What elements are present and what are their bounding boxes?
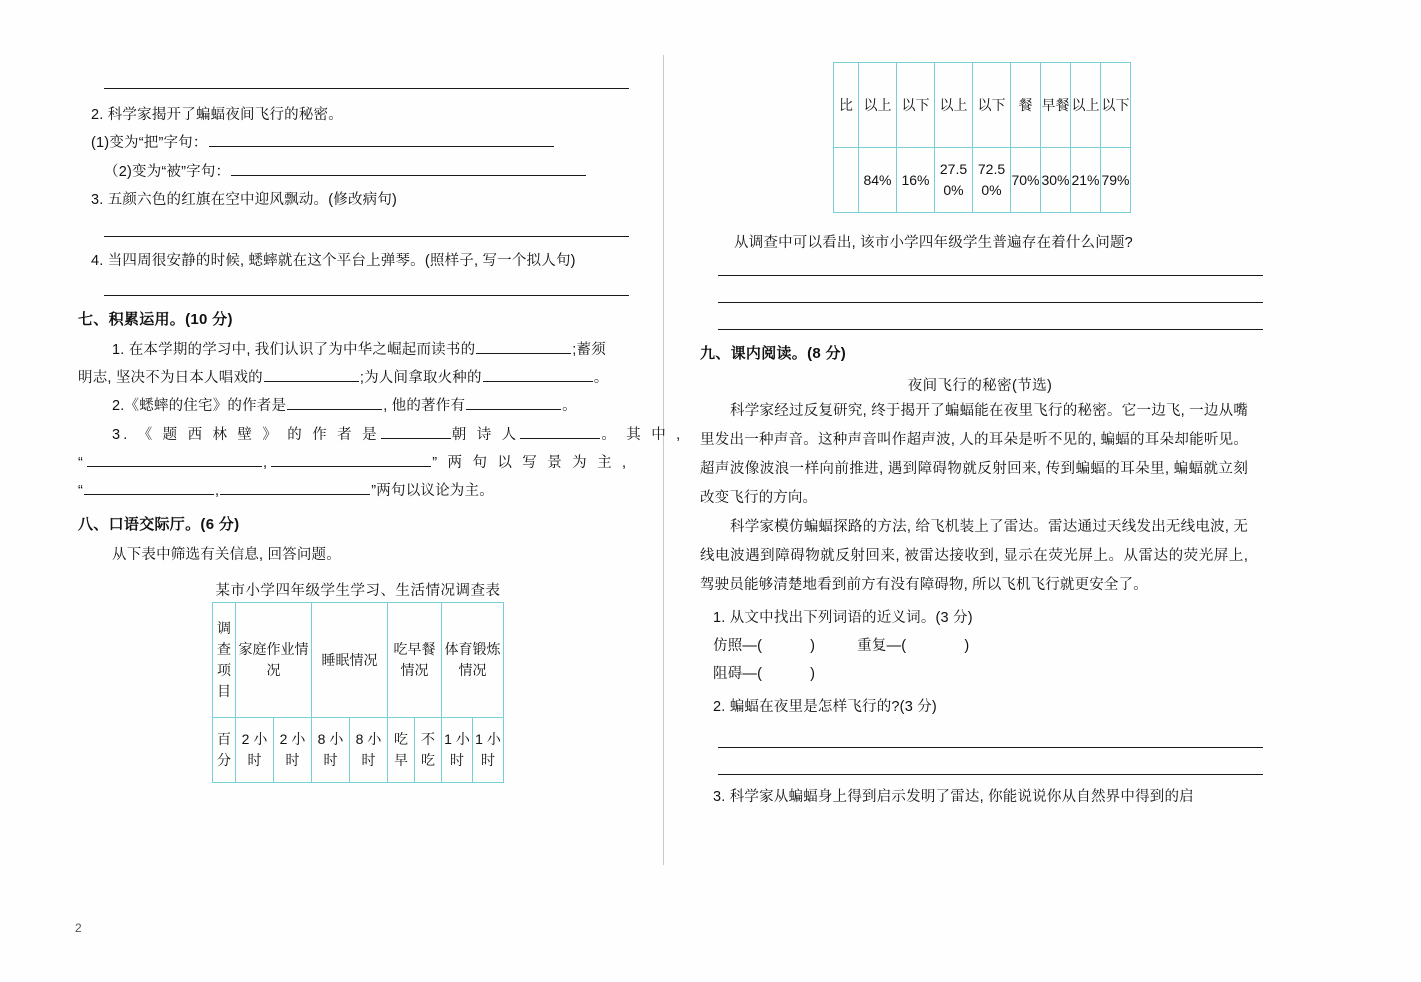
survey-cell-cont-0 <box>834 148 859 213</box>
survey-cell-cont-7: 21% <box>1071 148 1101 213</box>
survey-cell: 8 小时 <box>312 718 350 783</box>
survey-cell: 1 小时 <box>442 718 473 783</box>
survey-header-homework: 家庭作业情况 <box>236 603 312 718</box>
survey-table <box>212 602 504 783</box>
answer-blank[interactable] <box>84 480 214 496</box>
quote-open: “ <box>78 483 84 500</box>
section-8-heading: 八、口语交际厅。(6 分) <box>78 516 240 534</box>
reading-question-3: 3. 科学家从蝙蝠身上得到启示发明了雷达, 你能说说你从自然界中得到的启 <box>713 788 1194 805</box>
quote-open: “ <box>78 454 87 471</box>
survey-table-title: 某市小学四年级学生学习、生活情况调查表 <box>215 583 501 600</box>
table-row <box>213 718 504 783</box>
quote-close: ”两句以议论为主。 <box>371 483 494 500</box>
survey-cell-percent: 百分 <box>213 718 236 783</box>
survey-cell-cont-6: 30% <box>1041 148 1071 213</box>
survey-cell-cont-1: 84% <box>859 148 897 213</box>
paren-close: ) <box>964 638 970 655</box>
question-2-sub2-label: （2)变为“被”字句： <box>104 163 231 180</box>
survey-cell-cont-3: 27.50% <box>935 148 973 213</box>
survey-header-breakfast: 吃早餐情况 <box>388 603 442 718</box>
paren-close: ) <box>810 666 816 683</box>
survey-cell: 2 小时 <box>274 718 312 783</box>
reading-question-1: 1. 从文中找出下列词语的近义词。(3 分) <box>713 609 973 626</box>
passage-title: 夜间飞行的秘密(节选) <box>907 377 1053 394</box>
answer-blank[interactable] <box>476 338 571 354</box>
survey-cell: 不吃 <box>415 718 442 783</box>
survey-header-sleep: 睡眠情况 <box>312 603 388 718</box>
survey-header-cont-7: 以上 <box>1071 63 1101 148</box>
survey-table-continuation-wrapper <box>833 62 1260 213</box>
synonym-answer-b[interactable] <box>907 636 963 651</box>
section-7-heading: 七、积累运用。(10 分) <box>78 311 233 329</box>
synonym-label-a: 仿照—( <box>713 638 763 655</box>
section-7-item-1-line-1 <box>78 336 638 364</box>
comma: , <box>215 483 220 500</box>
reading-question-2: 2. 蝙蝠在夜里是怎样飞行的?(3 分) <box>713 698 937 715</box>
reading-question-1-synonyms-row-1 <box>700 632 1260 660</box>
question-2-sub1-label: (1)变为“把”字句： <box>91 135 208 152</box>
section-8-intro: 从下表中筛选有关信息, 回答问题。 <box>112 546 341 563</box>
survey-cell-cont-4: 72.50% <box>973 148 1011 213</box>
answer-blank[interactable] <box>381 423 451 439</box>
section-9-heading: 九、课内阅读。(8 分) <box>700 345 847 363</box>
item-1-text-c: 明志, 坚决不为日本人唱戏的 <box>78 370 263 387</box>
question-3-stem: 3. 五颜六色的红旗在空中迎风飘动。(修改病句) <box>91 191 398 208</box>
question-4-stem: 4. 当四周很安静的时候, 蟋蟀就在这个平台上弹琴。(照样子, 写一个拟人句) <box>91 253 576 270</box>
section-7-item-3-line-2 <box>78 449 638 477</box>
item-2-text-c: 。 <box>562 398 577 415</box>
survey-cell-cont-5: 70% <box>1011 148 1041 213</box>
left-column <box>78 0 684 783</box>
question-2-stem: 2. 科学家揭开了蝙蝠夜间飞行的秘密。 <box>91 107 343 123</box>
question-2-sub2 <box>78 158 638 186</box>
answer-blank[interactable] <box>209 132 554 148</box>
item-3-text-a: 3. 《 题 西 林 壁 》 的 作 者 是 <box>112 426 380 443</box>
synonym-label-b: 重复—( <box>857 638 907 655</box>
section-7-item-3-line-3 <box>78 477 638 505</box>
item-2-text-a: 2.《蟋蟀的住宅》的作者是 <box>112 398 287 415</box>
survey-header-cont-6: 早餐 <box>1041 63 1071 148</box>
item-2-text-b: , 他的著作有 <box>383 398 466 415</box>
passage-paragraph-1: 科学家经过反复研究, 终于揭开了蝙蝠能在夜里飞行的秘密。它一边飞, 一边从嘴里发出一种声音。这种声音叫作超声波, 人的耳朵是听不见的, 蝙蝠的耳朵却能听见。超声波像波浪一样向前推进, 遇到障碍物就反射回来, 传到蝙蝠的耳朵里, 蝙蝠就立刻改变飞行的方向。 <box>700 402 1248 506</box>
survey-header-item: 调查项目 <box>213 603 236 718</box>
answer-blank[interactable] <box>520 423 600 439</box>
answer-blank[interactable] <box>483 367 593 383</box>
survey-cell: 2 小时 <box>236 718 274 783</box>
quote-close: ” 两 句 以 写 景 为 主 , <box>432 454 630 471</box>
survey-cell: 1 小时 <box>473 718 504 783</box>
survey-header-cont-0: 比 <box>834 63 859 148</box>
item-1-text-d: ;为人间拿取火种的 <box>359 370 482 387</box>
table-row <box>834 63 1131 148</box>
survey-header-cont-8: 以下 <box>1101 63 1131 148</box>
table-row <box>213 603 504 718</box>
item-3-text-c: 。 其 中 , <box>601 426 684 443</box>
section-7-item-3-line-1 <box>78 421 684 449</box>
paren-close: ) <box>810 638 816 655</box>
comma: , <box>263 454 271 471</box>
survey-cell: 吃早 <box>388 718 415 783</box>
item-1-text-b: ;蓄须 <box>572 341 606 358</box>
survey-header-cont-5: 餐 <box>1011 63 1041 148</box>
synonym-label-c: 阻碍—( <box>713 666 763 683</box>
synonym-answer-c[interactable] <box>763 664 809 679</box>
section-7-item-2 <box>78 392 638 420</box>
section-7-item-1-line-2 <box>78 364 638 392</box>
survey-header-cont-4: 以下 <box>973 63 1011 148</box>
survey-header-cont-3: 以上 <box>935 63 973 148</box>
item-1-text-a: 1. 在本学期的学习中, 我们认识了为中华之崛起而读书的 <box>112 341 476 358</box>
item-3-text-b: 朝 诗 人 <box>451 426 520 443</box>
answer-blank[interactable] <box>231 160 586 176</box>
column-divider <box>663 55 664 865</box>
item-1-text-e: 。 <box>593 370 609 387</box>
synonym-answer-a[interactable] <box>763 636 809 651</box>
answer-blank[interactable] <box>466 395 561 411</box>
survey-cell: 8 小时 <box>350 718 388 783</box>
passage-paragraph-2: 科学家模仿蝙蝠探路的方法, 给飞机装上了雷达。雷达通过天线发出无线电波, 无线电波遇到障碍物就反射回来, 被雷达接收到, 显示在荧光屏上。从雷达的荧光屏上, 驾驶员能够清楚地看到前方有没有障碍物, 所以飞机飞行就更安全了。 <box>700 518 1248 593</box>
survey-header-cont-2: 以下 <box>897 63 935 148</box>
page-number: 2 <box>75 921 82 935</box>
survey-table-continuation <box>833 62 1131 213</box>
survey-question: 从调查中可以看出, 该市小学四年级学生普遍存在着什么问题? <box>734 235 1133 251</box>
answer-blank[interactable] <box>220 480 370 496</box>
reading-question-1-synonyms-row-2 <box>700 660 1260 688</box>
survey-header-cont-1: 以上 <box>859 63 897 148</box>
table-row <box>834 148 1131 213</box>
answer-blank[interactable] <box>287 395 382 411</box>
answer-blank[interactable] <box>264 367 359 383</box>
answer-blank[interactable] <box>87 451 262 467</box>
survey-header-exercise: 体育锻炼情况 <box>442 603 504 718</box>
right-column <box>700 0 1260 811</box>
survey-cell-cont-8: 79% <box>1101 148 1131 213</box>
answer-blank[interactable] <box>271 451 431 467</box>
survey-cell-cont-2: 16% <box>897 148 935 213</box>
question-2-sub1 <box>78 129 638 157</box>
